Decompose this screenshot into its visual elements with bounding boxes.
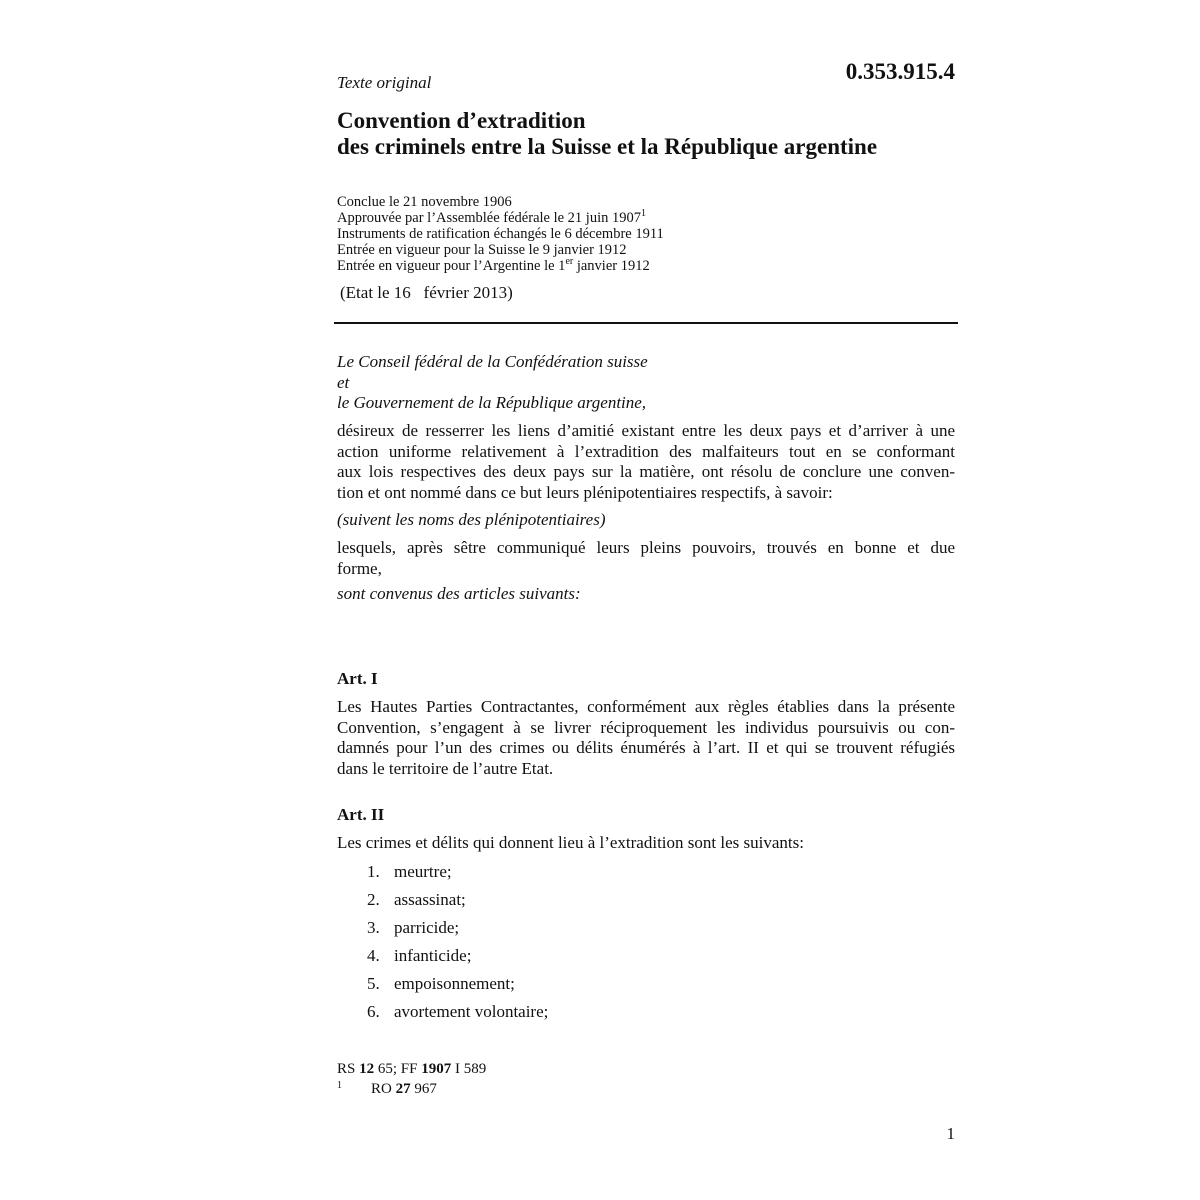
party-switzerland: Le Conseil fédéral de la Confédération suisse [337, 352, 648, 371]
list-item: 4. infanticide; [367, 946, 472, 965]
plenipotentiaries-note: (suivent les noms des plénipotentiaires) [337, 510, 606, 529]
header-divider [334, 322, 958, 324]
title-line-1: Convention d’extradition [337, 108, 586, 133]
list-item: 6. avortement volontaire; [367, 1002, 549, 1021]
original-text-label: Texte original [337, 73, 432, 92]
source-reference: RS 12 65; FF 1907 I 589 [337, 1061, 487, 1077]
list-item: 1. meurtre; [367, 862, 452, 881]
offence-list [367, 860, 548, 1028]
preamble-paragraph: désireux de resserrer les liens d’amitié existant entre les deux pays et d’arriver à une action uniforme relativement à l’extradition des malfaiteurs tout en se conformant aux lois respectives des deux pays sur la matière, ont résolu de conclure une conven- tion et ont nommé dans ce but leurs plénipotentiaires respectifs, à savoir: [337, 421, 955, 502]
list-item: 5. empoisonnement; [367, 974, 515, 993]
article-1-text: Les Hautes Parties Contractantes, conformément aux règles établies dans la présente Convention, s’engagent à se livrer réciproquement les individus poursuivis ou con- damnés pour l’un des crimes ou délits énumérés à l’art. II et qui se trouvent réfugiés dans le territoire de l’autre Etat. [337, 697, 955, 778]
footnote-1: 1 RO 27 967 [337, 1080, 437, 1097]
credentials-paragraph: lesquels, après sêtre communiqué leurs pleins pouvoirs, trouvés en bonne et due forme, [337, 538, 955, 578]
entry-into-force-switzerland: Entrée en vigueur pour la Suisse le 9 janvier 1912 [337, 242, 627, 258]
article-2-intro: Les crimes et délits qui donnent lieu à l’extradition sont les suivants: [337, 833, 804, 852]
approval-date: Approuvée par l’Assemblée fédérale le 21 juin 1907$^1$ [337, 208, 646, 226]
ratification-date: Instruments de ratification échangés le 6 décembre 1911 [337, 226, 664, 242]
contracting-parties [337, 352, 648, 414]
document-title [337, 108, 877, 160]
footnotes [337, 1059, 486, 1099]
status-date: (Etat le 16 février 2013) [340, 283, 513, 302]
article-2-heading: Art. II [337, 805, 385, 824]
article-1-heading: Art. I [337, 669, 378, 688]
list-item: 3. parricide; [367, 918, 460, 937]
page-number: 1 [946, 1124, 955, 1143]
conjunction: et [337, 372, 350, 392]
title-line-2: des criminels entre la Suisse et la République argentine [337, 134, 878, 159]
footnote-ref: 1 [641, 208, 646, 220]
entry-into-force-argentina: Entrée en vigueur pour l’Argentine le 1er janvier 1912 [337, 256, 650, 274]
list-item: 2. assassinat; [367, 890, 466, 909]
footnote-marker: 1 [337, 1080, 342, 1091]
classification-number: 0.353.915.4 [845, 59, 955, 84]
party-argentina: le Gouvernement de la République argentine, [337, 393, 647, 412]
agreement-clause: sont convenus des articles suivants: [337, 584, 581, 603]
concluded-date: Conclue le 21 novembre 1906 [337, 194, 512, 210]
document-metadata [337, 194, 664, 274]
